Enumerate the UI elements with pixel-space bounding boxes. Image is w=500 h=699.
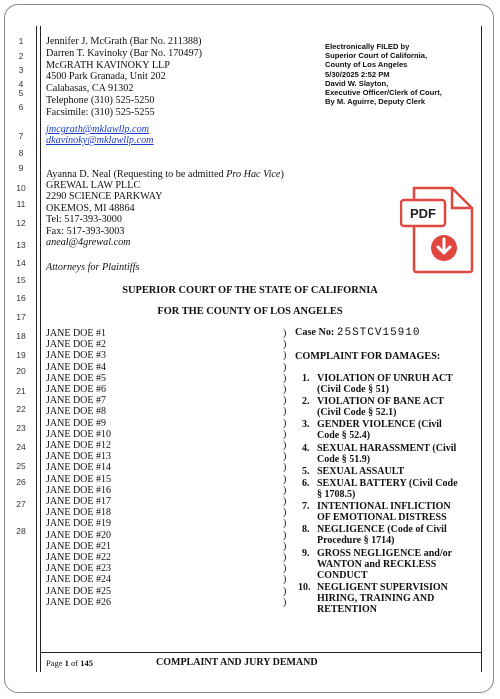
plaintiff-name: JANE DOE #3 — [46, 350, 106, 362]
attorney-line: Facsimile: (310) 525-5255 — [46, 106, 155, 118]
caption-paren: ) — [283, 428, 287, 440]
claim-number: 4. — [302, 442, 310, 454]
line-number: 14 — [16, 258, 26, 268]
line-number: 28 — [16, 526, 26, 536]
plaintiff-name: JANE DOE #5 — [46, 372, 106, 384]
line-number: 22 — [16, 404, 26, 414]
plaintiff-name: JANE DOE #17 — [46, 496, 111, 507]
claim-text: SEXUAL HARASSMENT (Civil — [317, 442, 457, 454]
claim-text: INTENTIONAL INFLICTION — [317, 501, 451, 513]
email-neal: aneal@4grewal.com — [46, 237, 131, 248]
pdf-download-button[interactable] — [400, 186, 474, 274]
plaintiff-name: JANE DOE #21 — [46, 540, 111, 552]
claim-text: OF EMOTIONAL DISTRESS — [317, 512, 447, 524]
plaintiff-name: JANE DOE #25 — [46, 585, 111, 597]
claim-text: WANTON and RECKLESS — [317, 558, 437, 570]
line-number: 11 — [16, 199, 26, 209]
line-number: 23 — [16, 423, 26, 433]
caption-paren: ) — [283, 328, 287, 339]
filed-stamp-line: Superior Court of California, — [325, 51, 428, 61]
line-number: 16 — [16, 293, 26, 303]
filed-stamp — [325, 42, 442, 106]
plaintiff-name: JANE DOE #9 — [46, 417, 106, 429]
claim-text: HIRING, TRAINING AND — [317, 592, 435, 604]
attorney-line: 4500 Park Granada, Unit 202 — [46, 71, 166, 83]
claim-text: VIOLATION OF UNRUH ACT — [317, 373, 453, 384]
line-number: 1 — [18, 36, 24, 46]
caption-paren: ) — [283, 496, 287, 507]
plaintiff-name: JANE DOE #18 — [46, 507, 111, 519]
caption-paren: ) — [283, 563, 287, 575]
attorney-line: Calabasas, CA 91302 — [46, 83, 134, 95]
claim-text: NEGLIGENCE (Code of Civil — [317, 524, 447, 536]
caption-paren: ) — [283, 395, 287, 407]
plaintiff-name: JANE DOE #8 — [46, 406, 106, 418]
left-margin-rule — [36, 26, 41, 672]
plaintiff-name: JANE DOE #6 — [46, 384, 106, 395]
plaintiff-name: JANE DOE #16 — [46, 484, 111, 496]
attorney-line: McGRATH KAVINOKY LLP — [46, 59, 170, 71]
claim-number: 3. — [302, 419, 310, 431]
grewal-line: OKEMOS, MI 48864 — [46, 202, 135, 214]
plaintiff-name: JANE DOE #24 — [46, 574, 111, 586]
claim-text: § 1708.5) — [317, 489, 356, 500]
footer-title: COMPLAINT AND JURY DEMAND — [156, 657, 318, 668]
caption-paren: ) — [283, 440, 287, 451]
claim-number: 10. — [298, 581, 311, 593]
caption-paren: ) — [283, 507, 287, 519]
complaint-title: COMPLAINT FOR DAMAGES: — [295, 351, 441, 362]
caption-paren: ) — [283, 484, 287, 496]
line-number: 24 — [16, 442, 26, 452]
line-number: 15 — [16, 275, 26, 285]
claim-text: SEXUAL ASSAULT — [317, 465, 405, 477]
line-number: 8 — [18, 148, 24, 158]
attorney-line: Darren T. Kavinoky (Bar No. 170497) — [46, 47, 203, 59]
filed-stamp-line: David W. Slayton, — [325, 78, 389, 88]
claim-text: NEGLIGENT SUPERVISION — [317, 581, 448, 593]
claim-text: VIOLATION OF BANE ACT — [317, 396, 444, 408]
caption-paren: ) — [283, 529, 287, 541]
claim-number: 2. — [302, 396, 310, 408]
page-indicator: Page 1 of 145 — [46, 658, 93, 668]
attorney-line: Telephone (310) 525-5250 — [46, 95, 155, 106]
caption-paren: ) — [283, 451, 287, 463]
caption-paren: ) — [283, 574, 287, 586]
claim-text: (Civil Code § 52.1) — [317, 407, 397, 419]
pdf-file-icon — [400, 186, 474, 274]
caption-paren: ) — [283, 473, 287, 485]
caption-paren: ) — [283, 350, 287, 362]
plaintiff-name: JANE DOE #2 — [46, 339, 106, 351]
caption-paren: ) — [283, 406, 287, 418]
grewal-line: Fax: 517-393-3003 — [46, 225, 125, 237]
plaintiff-name: JANE DOE #15 — [46, 473, 111, 485]
claim-text: RETENTION — [317, 603, 378, 615]
caption-paren: ) — [283, 384, 287, 395]
caption-paren: ) — [283, 585, 287, 597]
claim-text: Code § 51.9) — [317, 453, 371, 465]
claim-number: 5. — [302, 465, 310, 477]
caption-paren: ) — [283, 361, 287, 373]
line-number: 12 — [16, 218, 26, 228]
line-number: 18 — [16, 331, 26, 341]
caption-paren: ) — [283, 417, 287, 429]
plaintiff-name: JANE DOE #7 — [46, 395, 106, 407]
caption-paren: ) — [283, 552, 287, 563]
claim-number: 1. — [302, 373, 310, 384]
claim-number: 6. — [302, 478, 310, 489]
case-number-value: 25STCV15910 — [336, 327, 421, 339]
court-name: SUPERIOR COURT OF THE STATE OF CALIFORNIA — [122, 285, 378, 296]
line-number: 5 — [18, 88, 24, 98]
attorneys-for-plaintiffs: Attorneys for Plaintiffs — [46, 262, 140, 273]
email-kavinoky[interactable]: dkavinoky@mklawllp.com — [46, 135, 154, 146]
plaintiff-name: JANE DOE #19 — [46, 518, 111, 530]
line-number: 19 — [16, 350, 26, 360]
line-number: 17 — [16, 312, 26, 322]
line-number: 2 — [18, 51, 24, 61]
plaintiff-name: JANE DOE #10 — [46, 428, 111, 440]
claim-text: GROSS NEGLIGENCE and/or — [317, 547, 453, 559]
case-number: Case No: 25STCV15910 — [295, 327, 421, 339]
plaintiff-name: JANE DOE #20 — [46, 529, 111, 541]
caption-paren: ) — [283, 372, 287, 384]
caption-paren: ) — [283, 596, 287, 608]
claim-text: (Civil Code § 51) — [317, 384, 389, 395]
grewal-line: Tel: 517-393-3000 — [46, 214, 122, 226]
filed-stamp-line: By M. Aguirre, Deputy Clerk — [325, 97, 426, 107]
plaintiff-name: JANE DOE #22 — [46, 552, 111, 563]
filed-stamp-line: Electronically FILED by — [325, 42, 410, 51]
claim-text: Code § 52.4) — [317, 430, 371, 442]
plaintiff-name: JANE DOE #4 — [46, 361, 106, 373]
caption-paren: ) — [283, 339, 287, 351]
footer-rule — [40, 652, 481, 653]
claim-number: 8. — [302, 524, 310, 536]
right-margin-rule — [481, 26, 482, 672]
claim-text: CONDUCT — [317, 569, 368, 581]
line-number: 9 — [18, 163, 24, 173]
neal-line: Ayanna D. Neal (Requesting to be admitted Pro Hac Vice) — [46, 169, 284, 180]
plaintiff-name: JANE DOE #26 — [46, 596, 111, 608]
line-number: 3 — [18, 65, 24, 75]
download-arrow-icon — [431, 235, 457, 261]
line-number: 4 — [18, 79, 24, 89]
line-number: 13 — [16, 240, 26, 250]
plaintiff-name: JANE DOE #12 — [46, 440, 111, 451]
line-number: 7 — [18, 131, 24, 141]
line-number: 6 — [18, 102, 24, 112]
caption-paren: ) — [283, 540, 287, 552]
claim-text: GENDER VIOLENCE (Civil — [317, 419, 442, 431]
plaintiff-name: JANE DOE #14 — [46, 462, 111, 474]
claim-text: Procedure § 1714) — [317, 535, 395, 547]
plaintiff-name: JANE DOE #13 — [46, 451, 111, 463]
line-number: 20 — [16, 366, 26, 376]
email-mcgrath[interactable]: jmcgrath@mklawllp.com — [46, 124, 150, 135]
grewal-line: 2290 SCIENCE PARKWAY — [46, 191, 163, 203]
plaintiff-name: JANE DOE #1 — [46, 328, 106, 339]
plaintiff-name: JANE DOE #23 — [46, 563, 111, 575]
grewal-line: GREWAL LAW PLLC — [46, 180, 141, 191]
line-number: 27 — [16, 499, 26, 509]
pdf-label: PDF — [410, 206, 436, 221]
filed-stamp-line: 5/30/2025 2:52 PM — [325, 69, 390, 79]
attorney-line: Jennifer J. McGrath (Bar No. 211388) — [46, 36, 202, 47]
caption-paren: ) — [283, 518, 287, 530]
caption-paren: ) — [283, 462, 287, 474]
line-number: 25 — [16, 461, 26, 471]
line-number: 21 — [16, 386, 26, 396]
court-county: FOR THE COUNTY OF LOS ANGELES — [157, 306, 343, 317]
filed-stamp-line: County of Los Angeles — [325, 60, 408, 70]
claim-number: 9. — [302, 547, 310, 559]
claim-text: SEXUAL BATTERY (Civil Code — [317, 478, 458, 489]
line-number: 10 — [16, 183, 26, 193]
claim-number: 7. — [302, 501, 310, 513]
line-number: 26 — [16, 477, 26, 487]
filed-stamp-line: Executive Officer/Clerk of Court, — [325, 88, 442, 98]
